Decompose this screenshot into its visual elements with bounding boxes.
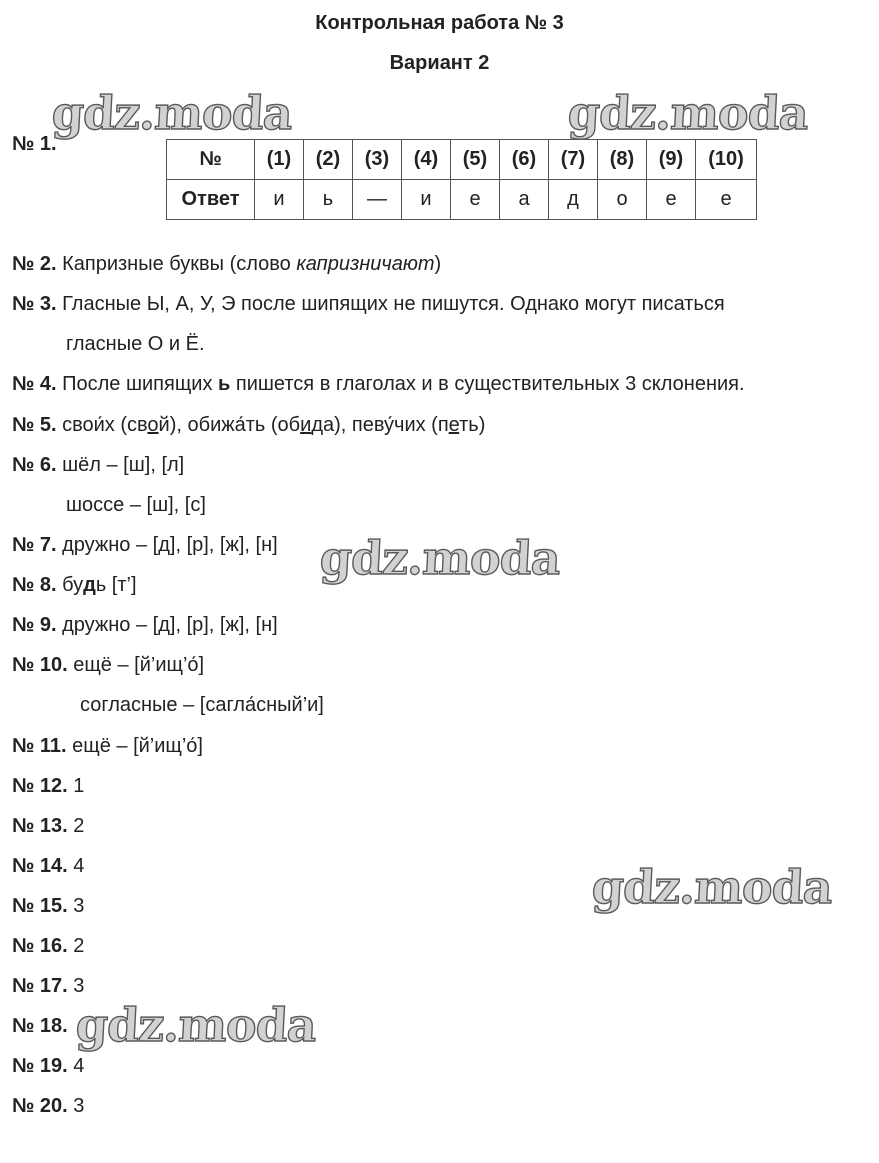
answer-text: бу	[62, 574, 84, 596]
question-11	[12, 734, 203, 758]
question-number: № 1.	[12, 133, 57, 155]
answer-text: После шипящих	[62, 373, 219, 395]
answer-cell: е	[451, 180, 500, 220]
answer-label-cell: Ответ	[167, 180, 255, 220]
question-3	[12, 292, 725, 316]
answer-text: ещё – [й’ищ’о́]	[73, 654, 205, 676]
question-number: № 16.	[12, 935, 68, 957]
question-19	[12, 1054, 84, 1078]
column-header: (2)	[304, 140, 353, 180]
answer-text: Гласные Ы, А, У, Э после шипящих не пишутся. Однако могут писаться	[62, 293, 725, 315]
column-header: (7)	[549, 140, 598, 180]
answer-text: ещё – [й’ищ’о́]	[72, 735, 203, 757]
answer-cell: д	[549, 180, 598, 220]
column-header: (5)	[451, 140, 500, 180]
question-14	[12, 854, 84, 878]
answer-table-header-row	[167, 140, 757, 180]
column-header: (6)	[500, 140, 549, 180]
question-6	[12, 453, 184, 477]
question-number: № 8.	[12, 574, 57, 596]
page-title: Контрольная работа № 3	[315, 12, 564, 34]
column-header: (1)	[255, 140, 304, 180]
question-5	[12, 413, 485, 437]
column-header: (4)	[402, 140, 451, 180]
answer-text: 3	[73, 895, 85, 917]
answer-cell: а	[500, 180, 549, 220]
question-12	[12, 774, 84, 798]
answer-text: Капризные буквы (слово	[62, 253, 297, 275]
word-3: певу́чих (петь)	[351, 414, 486, 436]
question-number: № 13.	[12, 815, 68, 837]
question-6-continuation: шоссе – [ш], [с]	[66, 494, 206, 516]
word-1: свои́х (свой),	[62, 414, 188, 436]
question-number: № 5.	[12, 414, 57, 436]
watermark: gdz.moda	[318, 531, 562, 585]
question-18	[12, 1014, 68, 1038]
column-header: (10)	[696, 140, 757, 180]
answer-text: 4	[73, 855, 85, 877]
question-number: № 9.	[12, 614, 57, 636]
question-number: № 17.	[12, 975, 68, 997]
question-10	[12, 653, 204, 677]
answer-text-end: )	[434, 253, 442, 275]
watermark: gdz.moda	[74, 998, 318, 1052]
answer-text: шёл – [ш], [л]	[62, 454, 185, 476]
question-number: № 14.	[12, 855, 68, 877]
question-number: № 20.	[12, 1095, 68, 1117]
question-20	[12, 1094, 84, 1118]
answer-text: 3	[73, 975, 85, 997]
answer-cell: и	[255, 180, 304, 220]
question-number: № 18.	[12, 1015, 68, 1037]
question-number: № 10.	[12, 654, 68, 676]
variant-title: Вариант 2	[389, 52, 490, 74]
question-2	[12, 252, 441, 276]
question-16	[12, 934, 84, 958]
answer-text: 2	[73, 815, 85, 837]
question-number: № 2.	[12, 253, 57, 275]
answer-cell: —	[353, 180, 402, 220]
question-9	[12, 613, 278, 637]
answer-cell: е	[696, 180, 757, 220]
question-4	[12, 372, 745, 396]
watermark: gdz.moda	[566, 86, 810, 140]
column-header: (8)	[598, 140, 647, 180]
answer-cell: ь	[304, 180, 353, 220]
question-number: № 4.	[12, 373, 57, 395]
answer-cell: и	[402, 180, 451, 220]
answer-table-answer-row	[167, 180, 757, 220]
answer-bold: д	[83, 574, 96, 596]
question-number: № 12.	[12, 775, 68, 797]
answer-cell: о	[598, 180, 647, 220]
answer-text: 3	[73, 1095, 85, 1117]
question-3-continuation: гласные О и Ё.	[66, 333, 205, 355]
answer-text-end: ь [т’]	[95, 574, 137, 596]
question-10-continuation: согласные – [сагла́сный’и]	[80, 694, 324, 716]
column-header: (9)	[647, 140, 696, 180]
question-7	[12, 533, 278, 557]
question-number: № 7.	[12, 534, 57, 556]
question-number: № 3.	[12, 293, 57, 315]
column-header: (3)	[353, 140, 402, 180]
question-number: № 19.	[12, 1055, 68, 1077]
question-number: № 11.	[12, 735, 67, 757]
word-2: обижа́ть (обида),	[187, 414, 352, 436]
watermark: gdz.moda	[50, 86, 294, 140]
answer-text: дружно – [д], [р], [ж], [н]	[62, 534, 278, 556]
question-13	[12, 814, 84, 838]
answer-text: 2	[73, 935, 85, 957]
header-label-cell: №	[167, 140, 255, 180]
answer-cell: е	[647, 180, 696, 220]
question-number: № 15.	[12, 895, 68, 917]
answer-bold: ь	[218, 373, 231, 395]
answer-text: 1	[73, 775, 85, 797]
answer-text: дружно – [д], [р], [ж], [н]	[62, 614, 278, 636]
question-number: № 6.	[12, 454, 57, 476]
answer-italic: капризничают	[296, 253, 435, 275]
answer-text: 4	[73, 1055, 85, 1077]
answer-text-end: пишется в глаголах и в существительных 3 склонения.	[230, 373, 745, 395]
answer-table	[166, 139, 757, 220]
question-8	[12, 573, 137, 597]
watermark: gdz.moda	[590, 860, 834, 914]
question-15	[12, 894, 84, 918]
question-17	[12, 974, 84, 998]
